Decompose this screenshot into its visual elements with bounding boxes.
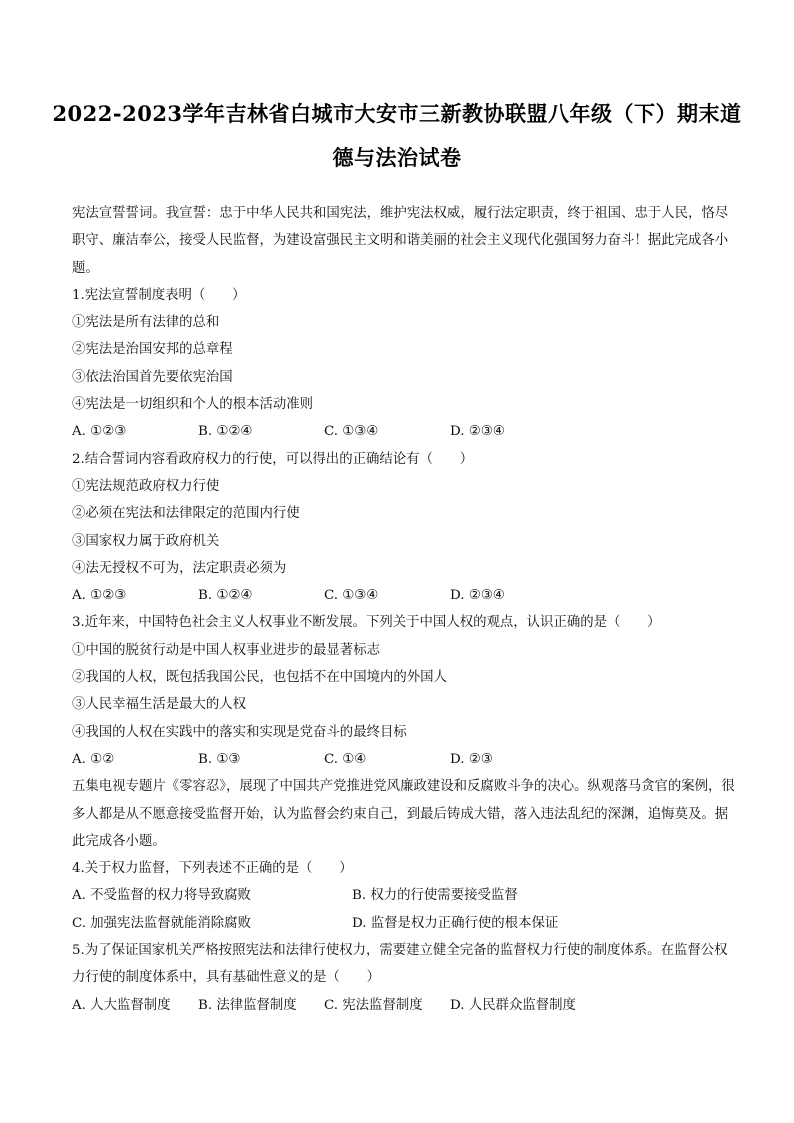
- question-1-item: ②宪法是治国安邦的总章程: [72, 342, 233, 358]
- option-c: C. 宪法监督制度: [324, 997, 423, 1013]
- option-a: A. 人大监督制度: [72, 997, 171, 1013]
- option-c: C. ①③④: [324, 588, 379, 604]
- passage-1: 宪法宣誓誓词。我宣誓：忠于中华人民共和国宪法，维护宪法权威，履行法定职责，终于祖国、忠于人民，恪尽职守、廉洁奉公，接受人民监督，为建设富强民主文明和谐美丽的社会主义现代化强国努力奋斗！据此完成各小题。: [72, 206, 729, 276]
- question-5-options: [72, 992, 740, 1019]
- question-2-stem: 2.结合誓词内容看政府权力的行使，可以得出的正确结论有（ ）: [72, 451, 474, 467]
- option-d: D. ②③④: [450, 588, 505, 604]
- question-3-item: ①中国的脱贫行动是中国人权事业进步的最显著标志: [72, 642, 380, 658]
- option-a: A. ①②③: [72, 424, 127, 440]
- option-c: C. 加强宪法监督就能消除腐败: [72, 915, 251, 931]
- option-d: D. ②③④: [450, 424, 505, 440]
- question-2-item: ③国家权力属于政府机关: [72, 533, 220, 549]
- option-c: C. ①④: [324, 751, 367, 767]
- question-3-item: ③人民幸福生活是最大的人权: [72, 697, 247, 713]
- question-4-options-row2: [72, 910, 740, 937]
- question-2-item: ④法无授权不可为，法定职责必须为: [72, 560, 287, 576]
- option-d: D. 人民群众监督制度: [450, 997, 576, 1013]
- question-3-item: ④我国的人权在实践中的落实和实现是党奋斗的最终目标: [72, 724, 407, 740]
- passage-2: 五集电视专题片《零容忍》，展现了中国共产党推进党风廉政建设和反腐败斗争的决心。纵观落马贪官的案例，很多人都是从不愿意接受监督开始，认为监督会约束自己，到最后铸成大错，落入违法乱纪的深渊，追悔莫及。据此完成各小题。: [72, 779, 735, 849]
- question-3-stem: 3.近年来，中国特色社会主义人权事业不断发展。下列关于中国人权的观点，认识正确的是（ ）: [72, 615, 661, 631]
- question-3-item: ②我国的人权，既包括我国公民，也包括不在中国境内的外国人: [72, 670, 447, 686]
- question-1-options: [72, 418, 740, 445]
- question-2-item: ②必须在宪法和法律限定的范围内行使: [72, 506, 300, 522]
- question-4-options-row1: [72, 882, 740, 909]
- exam-title-line1: 2022-2023学年吉林省白城市大安市三新教协联盟八年级（下）期末道: [52, 101, 742, 126]
- question-2-item: ①宪法规范政府权力行使: [72, 478, 220, 494]
- option-d: D. 监督是权力正确行使的根本保证: [352, 915, 559, 931]
- option-b: B. 权力的行使需要接受监督: [352, 888, 518, 904]
- question-1-item: ④宪法是一切组织和个人的根本活动准则: [72, 397, 314, 413]
- option-b: B. ①②④: [198, 424, 253, 440]
- option-a: A. ①②: [72, 751, 115, 767]
- option-b: B. ①②④: [198, 588, 253, 604]
- exam-body: [72, 200, 740, 1019]
- question-2-options: [72, 582, 740, 609]
- question-3-options: [72, 746, 740, 773]
- question-1-item: ③依法治国首先要依宪治国: [72, 369, 233, 385]
- question-4-stem: 4.关于权力监督，下列表述不正确的是（ ）: [72, 861, 353, 877]
- question-1-stem: 1.宪法宣誓制度表明（ ）: [72, 287, 246, 303]
- option-a: A. 不受监督的权力将导致腐败: [72, 888, 251, 904]
- question-5-stem: 5.为了保证国家机关严格按照宪法和法律行使权力，需要建立健全完备的监督权力行使的制度体系。在监督公权力行使的制度体系中，具有基础性意义的是（ ）: [72, 943, 728, 986]
- option-c: C. ①③④: [324, 424, 379, 440]
- option-a: A. ①②③: [72, 588, 127, 604]
- question-1-item: ①宪法是所有法律的总和: [72, 315, 220, 331]
- option-d: D. ②③: [450, 751, 493, 767]
- exam-title-line2: 德与法治试卷: [332, 145, 462, 170]
- option-b: B. 法律监督制度: [198, 997, 297, 1013]
- option-b: B. ①③: [198, 751, 241, 767]
